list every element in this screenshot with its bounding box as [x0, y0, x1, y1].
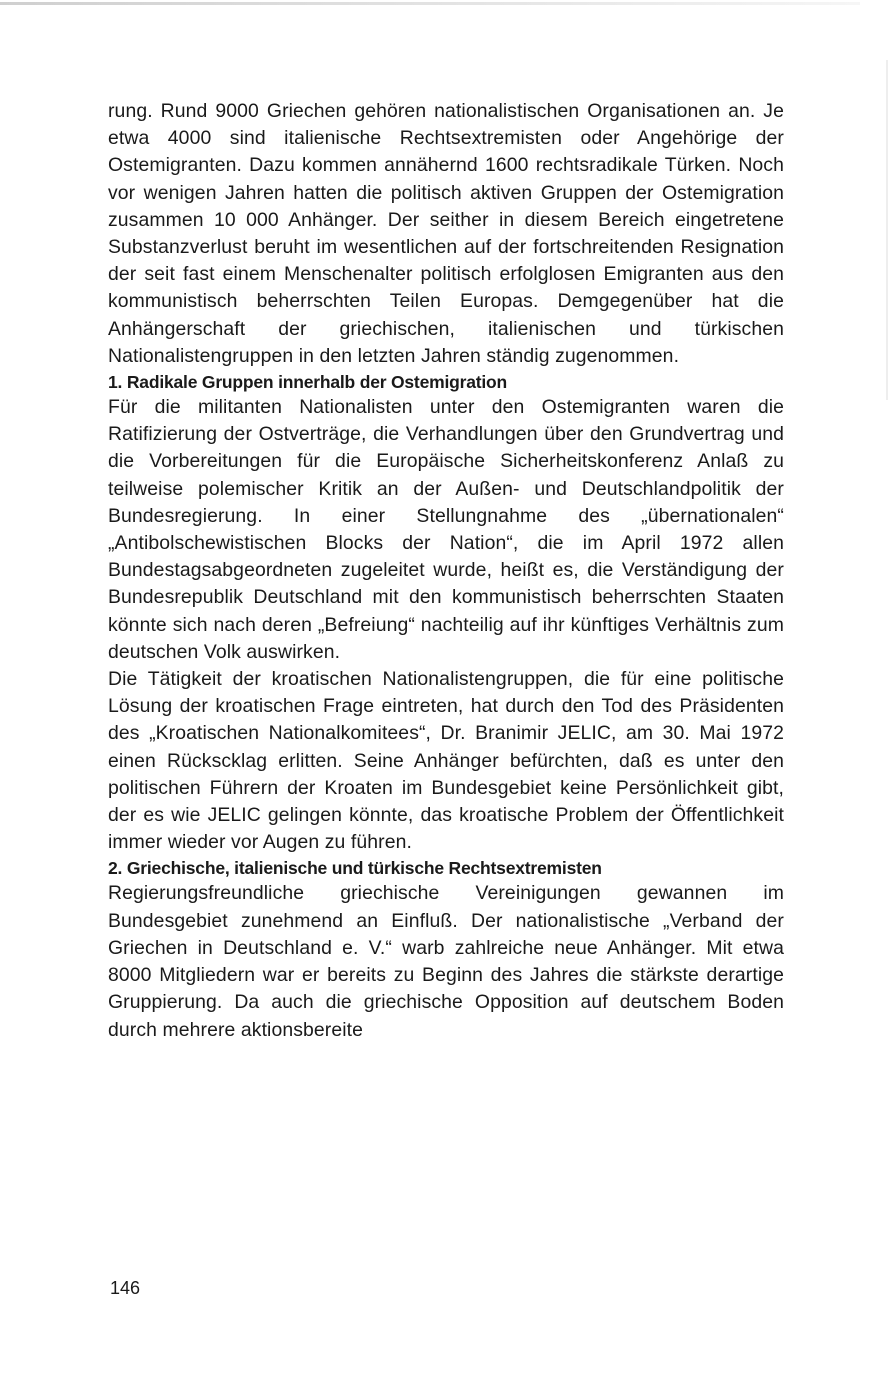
intro-paragraph: rung. Rund 9000 Griechen gehören nationalistischen Organisationen an. Je etwa 4000 sind italienische Rechtsextremisten oder Angehörige der Ostemigranten. Dazu kommen annähernd 1600 rechtsradikale Türken. Noch vor wenigen Jahren hatten die politisch aktiven Gruppen der Ostemigration zusammen 10 000 Anhänger. Der seither in diesem Bereich eingetretene Substanzverlust beruht im wesentlichen auf der fortschreitenden Resignation der seit fast einem Menschenalter politisch erfolglosen Emigranten aus den kommunistisch beherrschten Teilen Europas. Demgegenüber hat die Anhängerschaft der griechischen, italienischen und türkischen Nationalistengruppen in den letzten Jahren ständig zugenommen. [108, 100, 784, 367]
section2-paragraph-1: Regierungsfreundliche griechische Vereinigungen gewannen im Bundesgebiet zunehmend an Einfluß. Der nationalistische „Verband der Griechen in Deutschland e. V.“ warb zahlreiche neue Anhänger. Mit etwa 8000 Mitgliedern war er bereits zu Beginn des Jahres die stärkste derartige Gruppierung. Da auch die griechische Opposition auf deutschem Boden durch mehrere aktionsbereite [108, 882, 784, 1041]
section1-paragraph-1: Für die militanten Nationalisten unter den Ostemigranten waren die Ratifizierung der Ostverträge, die Verhandlungen über den Grundvertrag und die Vorbereitungen für die Europäische Sicherheitskonferenz Anlaß zu teilweise polemischer Kritik an der Außen- und Deutschlandpolitik der Bundesregierung. In einer Stellungnahme des „übernationalen“ „Antibolschewistischen Blocks der Nation“, die im April 1972 allen Bundestagsabgeordneten zugeleitet wurde, heißt es, die Verständigung der Bundesrepublik Deutschland mit den kommunistisch beherrschten Staaten könnte sich nach deren „Befreiung“ nachteilig auf ihr künftiges Verhältnis zum deutschen Volk auswirken. [108, 396, 784, 663]
section1-paragraph-2: Die Tätigkeit der kroatischen Nationalistengruppen, die für eine politische Lösung der kroatischen Frage eintreten, hat durch den Tod des Präsidenten des „Kroatischen Nationalkomitees“, Dr. Branimir JELIC, am 30. Mai 1972 einen Rückscklag erlitten. Seine Anhänger befürchten, daß es unter den politischen Führern der Kroaten im Bundesgebiet keine Persönlichkeit gibt, der es wie JELIC gelingen könnte, das kroatische Problem der Öffentlichkeit immer wieder vor Augen zu führen. [108, 668, 784, 854]
page-body [108, 98, 784, 1044]
section-heading-1: 1. Radikale Gruppen innerhalb der Ostemigration [108, 372, 508, 393]
scan-edge-right [886, 60, 888, 400]
scan-edge-top [0, 2, 860, 5]
section-heading-2: 2. Griechische, italienische und türkische Rechtsextremisten [108, 858, 602, 879]
page-number: 146 [110, 1278, 141, 1298]
